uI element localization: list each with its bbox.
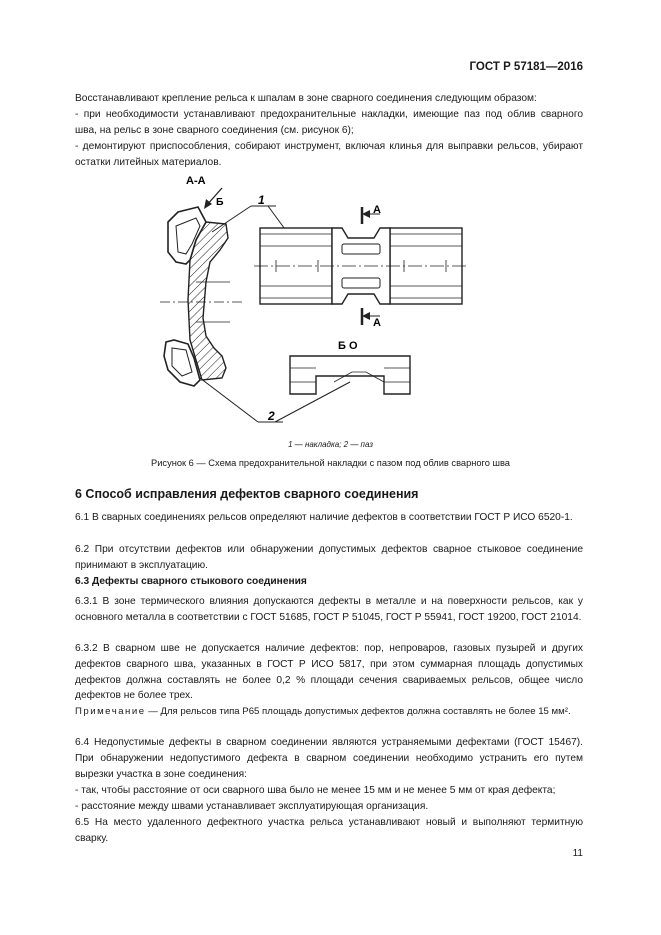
section-6-title: 6 Способ исправления дефектов сварного соединения	[75, 487, 419, 501]
paragraph-6-3-2: 6.3.2 В сварном шве не допускается наличие дефектов: пор, непроваров, газовых пузырей и других дефектов сварного шва, указанных в ГОСТ Р ИСО 5817, при этом суммарная площадь допустимых дефектов должна составлять не более 0,2 % площади сечения свариваемых рельсов, общее число дефектов не более трех.	[75, 643, 583, 702]
document-header: ГОСТ Р 57181—2016	[469, 61, 583, 73]
callout-2	[200, 378, 350, 423]
view-b-outline	[290, 356, 410, 394]
weld-groove-upper	[342, 244, 380, 254]
note-label: Примечание	[75, 706, 146, 717]
subsection-6-3-title: 6.3 Дефекты сварного стыкового соединения	[75, 576, 307, 587]
view-label-b: Б	[216, 196, 224, 208]
figure-caption: Рисунок 6 — Схема предохранительной накладки с пазом под облив сварного шва	[151, 458, 510, 468]
view-b	[290, 340, 410, 394]
paragraph-6-4: 6.4 Недопустимые дефекты в сварном соединении являются устраняемыми дефектами (ГОСТ 15467). При обнаружении недопустимого дефекта в сварном соединении необходимо устранить его путем вырезки участка в зоне соединения:	[75, 737, 583, 780]
cross-section-a-a	[160, 175, 242, 386]
paragraph-6-4-item-b: - расстояние между швами устанавливает эксплуатирующая организация.	[75, 801, 429, 812]
intro-paragraph-1: Восстанавливают крепление рельса к шпалам в зоне сварного соединения следующим образом:	[75, 93, 537, 104]
callout-1-label: 1	[258, 193, 265, 207]
paragraph-6-3-1: 6.3.1 В зоне термического влияния допускаются дефекты в металле и на поверхности рельсов, как у основного металла в соответствии с ГОСТ 51685, ГОСТ Р 51045, ГОСТ Р 55941, ГОСТ 19200, ГОСТ 21014.	[75, 596, 583, 623]
paragraph-6-4-item-a: - так, чтобы расстояние от оси сварного шва было не менее 15 мм и не менее 5 мм от края дефекта;	[75, 785, 556, 796]
note-text: — Для рельсов типа Р65 площадь допустимых дефектов должна составлять не более 15 мм².	[145, 706, 571, 717]
section-marker-top-label: А	[373, 204, 381, 216]
note-paragraph	[75, 704, 583, 720]
section-label: А-А	[186, 175, 206, 187]
rail-plan-view	[254, 204, 468, 329]
paragraph-6-1: 6.1 В сварных соединениях рельсов определяют наличие дефектов в соответствии ГОСТ Р ИСО 6520-1.	[75, 512, 573, 523]
weld-groove-lower	[342, 278, 380, 288]
figure-legend: 1 — накладка; 2 — паз	[288, 440, 373, 449]
intro-paragraph-3: - демонтируют приспособления, собирают инструмент, включая клинья для выправки рельсов, убирают остатки литейных материалов.	[75, 141, 583, 168]
callout-1-leader-left	[212, 206, 251, 232]
intro-paragraph-2: - при необходимости устанавливают предохранительные накладки, имеющие паз под облив сварного шва, на рельс в зоне сварного соединения (см. рисунок 6);	[75, 109, 583, 136]
callout-2-label: 2	[268, 409, 275, 423]
page-number: 11	[572, 848, 583, 859]
view-label-bo: Б О	[338, 340, 358, 352]
figure-6-drawing	[0, 0, 661, 460]
section-marker-bottom-label: А	[373, 317, 381, 329]
callout-2-leader-left	[200, 378, 258, 422]
paragraph-6-5: 6.5 На место удаленного дефектного участка рельса устанавливают новый и выполняют термитную сварку.	[75, 817, 583, 844]
paragraph-6-2: 6.2 При отсутствии дефектов или обнаружении допустимых дефектов сварное стыковое соединение принимают в эксплуатацию.	[75, 544, 583, 571]
